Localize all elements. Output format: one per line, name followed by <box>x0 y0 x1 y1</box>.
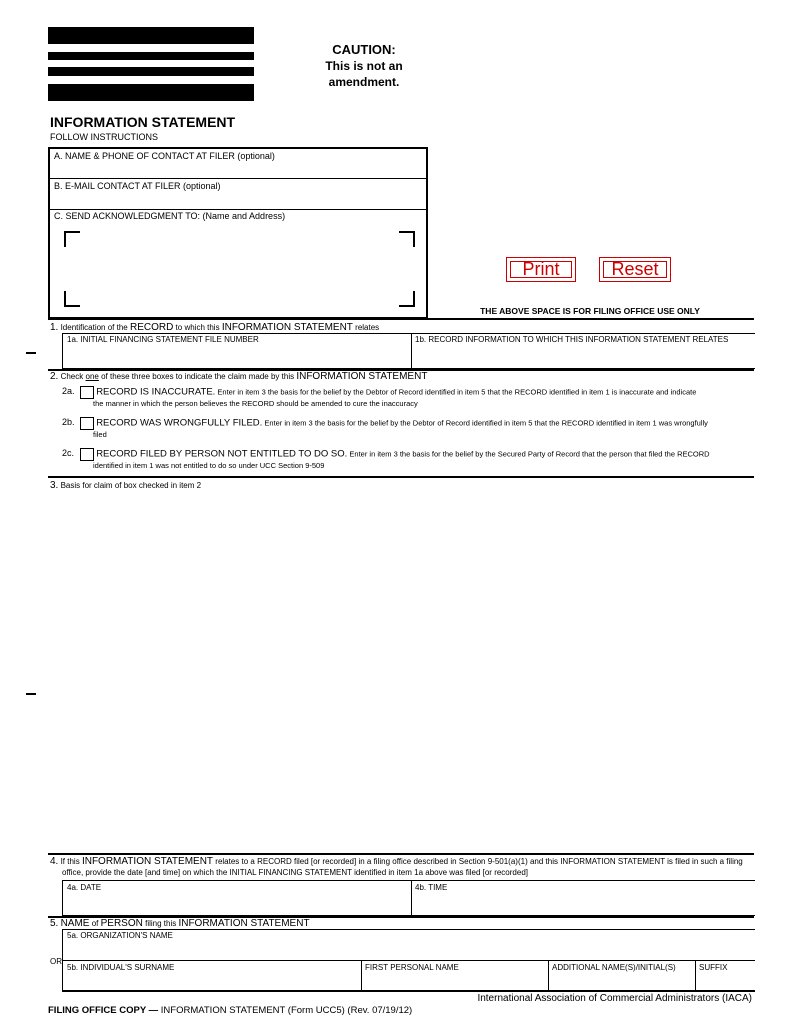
option-2c-code: 2c. <box>62 448 75 459</box>
item1-pre: Identification of the <box>60 323 128 332</box>
item1-post: relates <box>355 323 380 332</box>
form-title: INFORMATION STATEMENT <box>50 114 236 130</box>
caution-note <box>300 42 428 90</box>
item1-record: RECORD <box>129 322 174 333</box>
item4a-label: 4a. DATE <box>67 883 102 892</box>
option-2a-checkbox[interactable] <box>80 386 94 399</box>
contact-name-phone-label: A. NAME & PHONE OF CONTACT AT FILER (optional) <box>54 151 275 161</box>
ack-corner-br <box>399 291 415 307</box>
item1-heading <box>50 322 379 333</box>
divider-item3 <box>48 476 754 478</box>
option-2c-text2: identified in item 1 was not entitled to do so under UCC Section 9-509 <box>93 461 325 470</box>
item4-divider <box>411 881 412 915</box>
surname-field[interactable] <box>67 963 357 989</box>
item2-one: one <box>85 372 99 381</box>
option-2a-text2: the manner in which the person believes the RECORD should be amended to cure the inaccuracy <box>93 399 418 408</box>
item4a-field[interactable] <box>67 883 407 913</box>
item5-name: NAME <box>60 918 90 929</box>
item3-heading <box>50 480 201 491</box>
item3-text: Basis for claim of box checked in item 2 <box>60 481 202 490</box>
option-2b-code: 2b. <box>62 417 75 428</box>
item1-divider <box>411 334 412 368</box>
footer-copy: FILING OFFICE COPY — <box>48 1005 159 1016</box>
or-label: OR <box>50 957 62 966</box>
option-2c-checkbox[interactable] <box>80 448 94 461</box>
divider-item1 <box>48 318 754 320</box>
send-ack-label: C. SEND ACKNOWLEDGMENT TO: (Name and Address) <box>54 211 286 221</box>
item5-divider-3 <box>695 960 696 990</box>
item5-divider-1 <box>361 960 362 990</box>
ack-corner-tl <box>64 231 80 247</box>
additional-name-field[interactable] <box>552 963 692 989</box>
filing-office-note: THE ABOVE SPACE IS FOR FILING OFFICE USE ONLY <box>480 306 700 316</box>
item1b-field[interactable] <box>415 335 751 367</box>
item1-fields <box>62 333 755 369</box>
item4-line2: office, provide the date [and time] on which the INITIAL FINANCING STATEMENT identified in item 1a above was filed [or recorded] <box>62 868 528 877</box>
reset-button-label: Reset <box>611 259 659 279</box>
option-2b-head: RECORD WAS WRONGFULLY FILED. <box>96 417 263 429</box>
contact-email-field[interactable] <box>50 179 426 210</box>
item2-heading <box>50 371 427 382</box>
org-name-field[interactable] <box>67 931 751 959</box>
item4-heading <box>50 856 754 878</box>
footer-iaca: International Association of Commercial Administrators (IACA) <box>477 993 752 1004</box>
print-button-label: Print <box>522 259 560 279</box>
divider-item4 <box>48 853 754 855</box>
item5-of: of <box>91 919 99 928</box>
ack-corner-bl <box>64 291 80 307</box>
item1-stmt: INFORMATION STATEMENT <box>221 322 353 333</box>
item2-mid: of these three boxes to indicate the claim made by this <box>101 372 295 381</box>
option-2b-text2: filed <box>93 430 107 439</box>
send-ack-field[interactable] <box>50 210 426 317</box>
option-2a-head: RECORD IS INACCURATE. <box>96 386 216 398</box>
suffix-label: SUFFIX <box>699 963 728 972</box>
item5-fields <box>62 929 755 992</box>
ack-corner-tr <box>399 231 415 247</box>
option-2a <box>62 386 752 409</box>
surname-label: 5b. INDIVIDUAL'S SURNAME <box>67 963 175 972</box>
option-2a-text: Enter in item 3 the basis for the belief by the Debtor of Record identified in item 5 that the RECORD identified in item 1 is inaccurate and indicate <box>217 387 697 397</box>
item5-number: 5. <box>50 918 59 929</box>
footer-form: INFORMATION STATEMENT (Form UCC5) (Rev. 07/19/12) <box>160 1005 413 1016</box>
footer-left <box>48 1005 412 1016</box>
item4b-field[interactable] <box>415 883 751 913</box>
item3-number: 3. <box>50 480 59 491</box>
item5-row-divider <box>63 960 755 961</box>
reset-button-inner <box>603 261 667 278</box>
item2-number: 2. <box>50 371 59 382</box>
first-name-field[interactable] <box>365 963 545 989</box>
item2-stmt: INFORMATION STATEMENT <box>296 371 428 382</box>
contact-email-label: B. E-MAIL CONTACT AT FILER (optional) <box>54 181 221 191</box>
caution-line-3: amendment. <box>328 75 400 89</box>
org-name-label: 5a. ORGANIZATION'S NAME <box>67 931 173 940</box>
caution-heading: CAUTION: <box>332 42 396 57</box>
follow-instructions: FOLLOW INSTRUCTIONS <box>50 132 159 142</box>
option-2b-checkbox[interactable] <box>80 417 94 430</box>
item1-mid: to which this <box>175 323 220 332</box>
header-bar-4 <box>48 84 254 101</box>
header-bar-1 <box>48 27 254 44</box>
option-2c-head: RECORD FILED BY PERSON NOT ENTITLED TO DO SO. <box>96 448 348 460</box>
option-2b-text: Enter in item 3 the basis for the belief by the Debtor of Record identified in item 5 that the RECORD identified in item 1 was wrongfully <box>264 418 708 428</box>
item4-stmt: INFORMATION STATEMENT <box>81 856 214 867</box>
acknowledgment-box <box>48 147 428 319</box>
item4-pre: If this <box>60 857 80 866</box>
item5-stmt: INFORMATION STATEMENT <box>178 918 310 929</box>
option-2c-text: Enter in item 3 the basis for the belief by the Secured Party of Record that the person that filed the RECORD <box>349 449 710 459</box>
item2-pre: Check <box>60 372 84 381</box>
item3-basis-area[interactable] <box>48 492 754 848</box>
print-button-inner <box>510 261 572 278</box>
suffix-field[interactable] <box>699 963 753 989</box>
item5-divider-2 <box>548 960 549 990</box>
print-button[interactable] <box>506 257 576 282</box>
item4b-label: 4b. TIME <box>415 883 448 892</box>
caution-line-2: This is not an <box>325 59 403 73</box>
item1-number: 1. <box>50 322 59 333</box>
margin-mark-2 <box>26 693 36 695</box>
option-2b <box>62 417 752 440</box>
option-2c <box>62 448 752 471</box>
item4-fields <box>62 880 755 916</box>
additional-name-label: ADDITIONAL NAME(S)/INITIAL(S) <box>552 963 676 972</box>
item4-number: 4. <box>50 856 59 867</box>
item5-heading <box>50 918 310 929</box>
first-name-label: FIRST PERSONAL NAME <box>365 963 459 972</box>
item4-line1: relates to a RECORD filed [or recorded] in a filing office described in Section 9-501(a)(1) and this INFORMATION STATEMENT is filed in such a filing <box>215 857 743 866</box>
header-bar-3 <box>48 67 254 76</box>
item1b-label: 1b. RECORD INFORMATION TO WHICH THIS INFORMATION STATEMENT RELATES <box>415 335 729 344</box>
item5-person: PERSON <box>100 918 143 929</box>
item1a-field[interactable] <box>67 335 407 367</box>
item5-filing: filing this <box>145 919 177 928</box>
contact-name-phone-field[interactable] <box>50 149 426 179</box>
item1a-label: 1a. INITIAL FINANCING STATEMENT FILE NUMBER <box>67 335 259 344</box>
margin-mark-1 <box>26 352 36 354</box>
option-2a-code: 2a. <box>62 386 75 397</box>
header-bar-2 <box>48 52 254 60</box>
reset-button[interactable] <box>599 257 671 282</box>
